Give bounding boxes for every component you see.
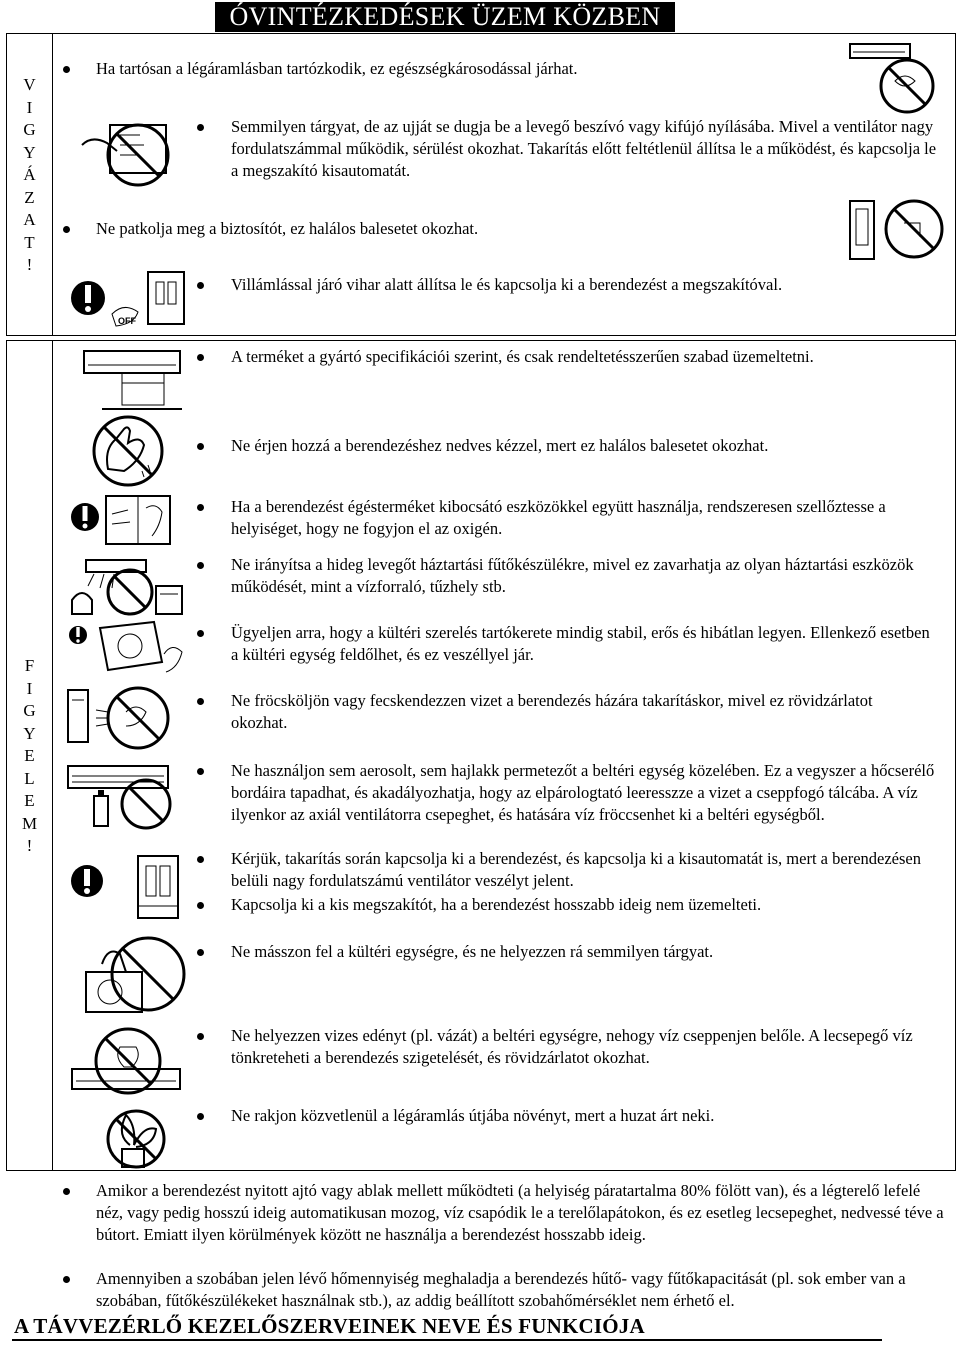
bullet xyxy=(197,354,204,361)
attention-item: Ne érjen hozzá a berendezéshez nedves kézzel, mert ez halálos balesetet okozhat. xyxy=(231,436,769,455)
bullet xyxy=(197,902,204,909)
bullet xyxy=(63,66,70,73)
label-letter: L xyxy=(24,768,35,788)
exclamation-icon xyxy=(70,278,106,318)
no-vase-on-unit-icon xyxy=(70,1025,190,1103)
label-letter: Y xyxy=(23,142,36,162)
warning-item: Ha tartósan a légáramlásban tartózkodik, ez egészségkárosodással járhat. xyxy=(96,59,578,78)
bullet xyxy=(197,504,204,511)
breaker-switch-icon xyxy=(132,852,184,924)
no-water-spray-icon xyxy=(66,682,192,752)
label-letter: ! xyxy=(26,836,33,855)
label-letter: ! xyxy=(26,255,33,274)
bullet xyxy=(63,226,70,233)
no-wet-hands-icon xyxy=(82,413,174,489)
bullet xyxy=(197,630,204,637)
label-letter: Z xyxy=(24,187,35,207)
attention-item: Ne rakjon közvetlenül a légáramlás útjába növényt, mert a huzat árt neki. xyxy=(231,1106,715,1125)
label-letter: M xyxy=(21,813,38,833)
bullet xyxy=(197,768,204,775)
bullet xyxy=(197,282,204,289)
label-letter: F xyxy=(24,656,35,675)
attention-item: Ne másszon fel a kültéri egységre, és ne helyezzen rá semmilyen tárgyat. xyxy=(231,942,714,961)
breaker-off-icon xyxy=(108,268,190,334)
attention-item: Kérjük, takarítás során kapcsolja ki a berendezést, és kapcsolja ki a kisautomatát is, mert a berendezésen belüli nagy fordulatszámú ventilátor veszélyt jelent. xyxy=(231,849,921,890)
warning-vertical-label xyxy=(7,34,53,335)
bullet xyxy=(63,1188,70,1195)
bullet xyxy=(197,1033,204,1040)
bullet xyxy=(197,1113,204,1120)
no-fan-airflow-icon xyxy=(845,36,945,116)
bullet xyxy=(197,562,204,569)
exclamation-icon xyxy=(68,623,88,647)
no-plant-in-airflow-icon xyxy=(84,1105,188,1173)
attention-item: Ne használjon sem aerosolt, sem hajlakk permetezőt a beltéri egység közelében. Ez a vegyszer a hőcserélő bordáira tapadhat, és akadályozhatja, hogy az elpárologtató leeresszze a vizet a cseppfogó tálcába. A víz ilyenkor az axiál ventilátorra csepeghet, és hatására víz fröccsenhet ki a beltéri egységből. xyxy=(231,761,935,824)
label-letter: E xyxy=(24,791,35,810)
attention-item: Kapcsolja ki a kis megszakítót, ha a berendezést hosszabb ideig nem üzemelteti. xyxy=(231,895,762,914)
no-finger-in-vent-icon xyxy=(80,115,190,195)
section-heading: A TÁVVEZÉRLŐ KEZELŐSZERVEINEK NEVE ÉS FUNKCIÓJA xyxy=(14,1314,645,1338)
label-letter: G xyxy=(23,701,36,720)
attention-item: Ha a berendezést égésterméket kibocsátó eszközökkel együtt használja, rendszeresen szellőztesse a helyiséget, hogy ne fogyjon el az oxigén. xyxy=(231,497,886,538)
attention-item: Ne helyezzen vizes edényt (pl. vázát) a beltéri egységre, nehogy víz cseppenjen belőle. A lecsepegő víz tönkreteheti a berendezés szigetelését, és rövidzárlatot okozhat. xyxy=(231,1026,913,1067)
label-letter: T xyxy=(24,232,35,252)
bullet xyxy=(197,949,204,956)
note-item: Amikor a berendezést nyitott ajtó vagy ablak mellett működteti (a helyiség páratartalma 80% fölött van), és a légterelő lefelé néz, vagy pedig hosszú ideig automatikusan mozog, víz csapódik le a terelőlapátokon, és ez esetleg lecsepeghet, nedvessé téve a bútort. Emiatt ilyen körülmények között ne használja a berendezést hosszabb ideig. xyxy=(96,1181,944,1244)
no-aerosol-spray-icon xyxy=(66,760,192,832)
exclamation-icon xyxy=(70,500,100,534)
label-letter: I xyxy=(26,678,33,698)
no-climbing-icon xyxy=(72,928,188,1020)
warning-item: Ne patkolja meg a biztosítót, ez halálos balesetet okozhat. xyxy=(96,219,479,238)
bullet xyxy=(197,443,204,450)
note-item: Amennyiben a szobában jelen lévő hőmennyiség meghaladja a berendezés hűtő- vagy fűtőkapacitását (pl. sok ember van a szobában, fűtőkészülékeket használnak stb.), az addig beállított szobahőmérséklet nem érhető el. xyxy=(96,1269,906,1310)
label-letter: I xyxy=(26,97,33,117)
bullet xyxy=(197,698,204,705)
bullet xyxy=(63,1276,70,1283)
bullet xyxy=(197,124,204,131)
attention-item: Ne irányítsa a hideg levegőt háztartási fűtőkészülékre, mivel ez zavarhatja az olyan háztartási eszközök működését, mint a vízforraló, tűzhely stb. xyxy=(231,555,914,596)
ventilate-room-icon xyxy=(102,490,184,552)
outdoor-unit-falling-icon xyxy=(90,618,190,680)
off-label: OFF xyxy=(118,316,136,326)
label-letter: Á xyxy=(23,165,36,184)
exclamation-icon xyxy=(70,862,104,900)
divider xyxy=(12,1339,882,1341)
no-airflow-on-heater-icon xyxy=(66,556,192,618)
attention-vertical-label xyxy=(7,341,53,1170)
warning-item: Villámlással járó vihar alatt állítsa le és kapcsolja ki a berendezést a megszakítóval. xyxy=(231,275,783,294)
bullet xyxy=(197,856,204,863)
label-letter: G xyxy=(23,120,36,139)
page-title: ÓVINTÉZKEDÉSEK ÜZEM KÖZBEN xyxy=(215,2,675,32)
no-fuse-tamper-icon xyxy=(848,195,948,270)
label-letter: A xyxy=(23,210,36,229)
attention-item: Ügyeljen arra, hogy a kültéri szerelés tartókerete mindig stabil, erős és hibátlan legyen. Ellenkező esetben a kültéri egység feldőlhet, és ez veszéllyel jár. xyxy=(231,623,930,664)
attention-item: Ne fröcsköljön vagy fecskendezzen vizet a berendezés házára takarításkor, mivel ez rövidzárlatot okozhat. xyxy=(231,691,873,732)
label-letter: Y xyxy=(23,723,36,743)
label-letter: E xyxy=(24,746,35,765)
indoor-unit-spec-icon xyxy=(82,343,192,413)
warning-item: Semmilyen tárgyat, de az ujját se dugja be a levegő beszívó vagy kifújó nyílásába. Mivel a ventilátor nagy fordulatszámmal működik, sérülést okozhat. Takarítás előtt feltétlenül állítsa le a működést, és kapcsolja le a megszakító kisautomatát. xyxy=(231,117,937,180)
attention-item: A terméket a gyártó specifikációi szerint, és csak rendeltetésszerűen szabad üzemeltetni. xyxy=(231,347,814,366)
label-letter: V xyxy=(23,75,36,94)
